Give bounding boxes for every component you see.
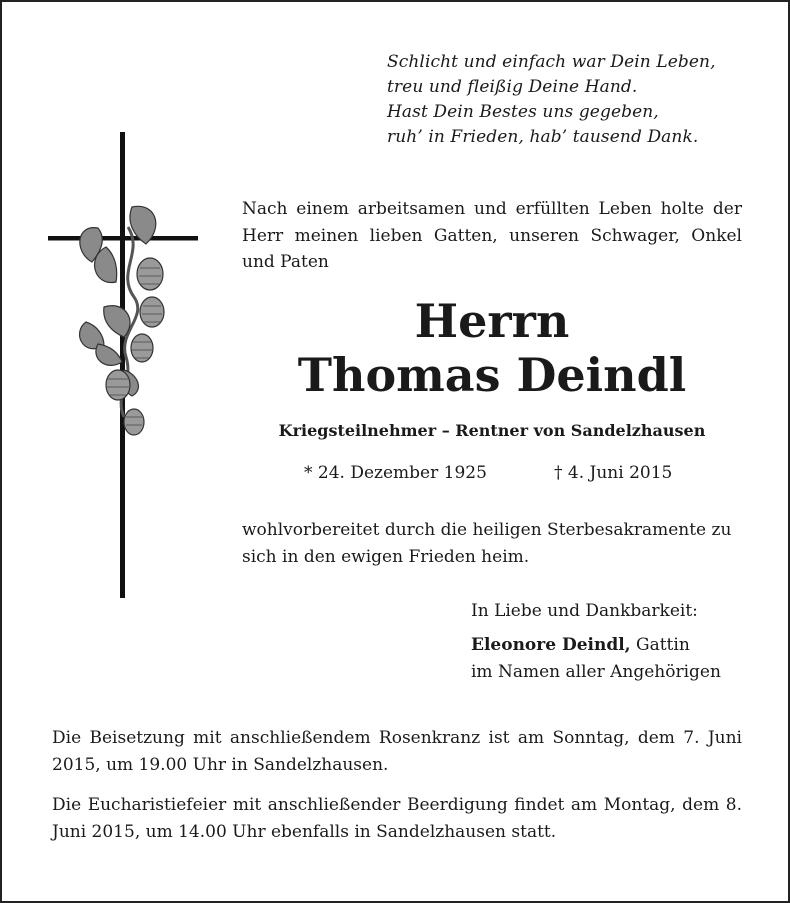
verse-poem xyxy=(387,50,716,150)
signer-line xyxy=(471,632,721,660)
salutation-heading: Herrn xyxy=(414,294,570,348)
signoff-block xyxy=(471,598,721,687)
on-behalf-text: im Namen aller Angehörigen xyxy=(471,662,721,682)
deceased-subtitle: Kriegsteilnehmer – Rentner von Sandelzhausen xyxy=(278,421,706,440)
deceased-name: Thomas Deindl xyxy=(297,348,687,402)
signoff-heading: In Liebe und Dankbarkeit: xyxy=(471,601,698,621)
verse-line: Schlicht und einfach war Dein Leben, xyxy=(387,52,716,72)
verse-line: ruh’ in Frieden, hab’ tausend Dank. xyxy=(387,127,699,147)
verse-line: Hast Dein Bestes uns gegeben, xyxy=(387,102,659,122)
signer-name: Eleonore Deindl, xyxy=(471,634,631,655)
mass-announcement: Die Eucharistiefeier mit anschließender Beerdigung findet am Montag, dem 8. Juni 2015, um 14.00 Uhr ebenfalls in Sandelzhausen statt. xyxy=(52,795,742,842)
birth-date: * 24. Dezember 1925 xyxy=(304,463,487,483)
death-date: † 4. Juni 2015 xyxy=(554,463,673,483)
cross-with-hops-icon xyxy=(46,132,206,602)
signer-role: Gattin xyxy=(630,634,690,655)
sacraments-text: wohlvorbereitet durch die heiligen Sterbesakramente zu sich in den ewigen Frieden heim. xyxy=(242,520,732,567)
intro-text: Nach einem arbeitsamen und erfüllten Leben holte der Herr meinen lieben Gatten, unseren Schwager, Onkel und Paten xyxy=(242,199,742,272)
burial-announcement: Die Beisetzung mit anschließendem Rosenkranz ist am Sonntag, dem 7. Juni 2015, um 19.00 Uhr in Sandelzhausen. xyxy=(52,728,742,775)
verse-line: treu und fleißig Deine Hand. xyxy=(387,77,638,97)
